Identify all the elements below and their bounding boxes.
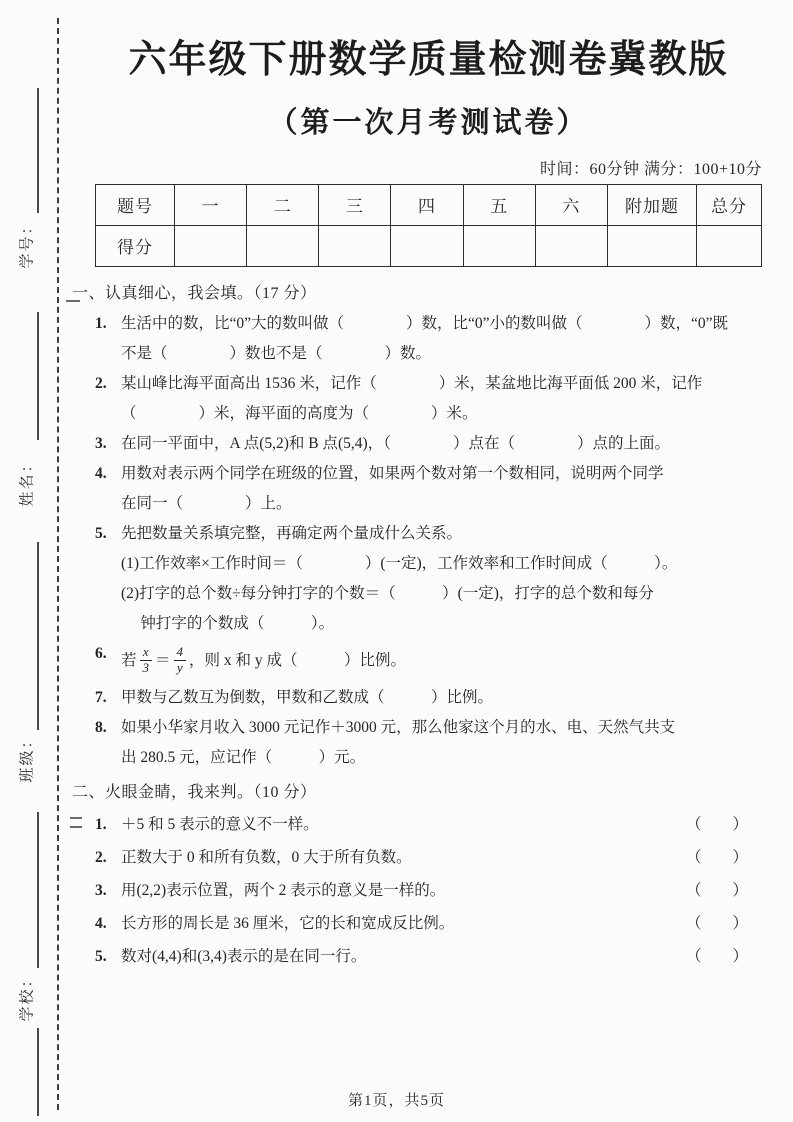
class-label: 班级： xyxy=(19,731,36,783)
score-cell-empty xyxy=(319,225,391,266)
score-table-header-cell: 六 xyxy=(535,184,607,225)
question-line: 不是（ ）数也不是（ ）数。 xyxy=(121,344,432,362)
question-line: 生活中的数，比“0”大的数叫做（ ）数，比“0”小的数叫做（ ）数，“0”既 xyxy=(121,314,729,332)
answer-blank: （ ） xyxy=(685,848,748,866)
question-line: （ ）米，海平面的高度为（ ）米。 xyxy=(121,404,478,422)
question-line xyxy=(121,940,762,973)
question xyxy=(95,429,762,459)
fraction xyxy=(174,645,187,676)
question-text xyxy=(121,808,762,841)
answer-blank: （ ） xyxy=(685,815,748,833)
question xyxy=(95,519,762,639)
score-cell-empty xyxy=(463,225,535,266)
question-number: 4. xyxy=(95,914,107,932)
student-name-label: 姓名： xyxy=(19,455,36,507)
question-text xyxy=(121,429,762,459)
fraction-denominator: y xyxy=(176,660,183,676)
score-table-header-cell: 题号 xyxy=(96,184,175,225)
answer-blank: （ ） xyxy=(685,881,748,899)
question xyxy=(95,907,762,940)
paper-subtitle: （第一次月考测试卷） xyxy=(268,106,589,139)
section-heading: 二、火眼金睛，我来判。（10 分） xyxy=(72,783,317,801)
question-line: 在同一（ ）上。 xyxy=(121,494,292,512)
score-cell-empty xyxy=(535,225,607,266)
statement-text: 长方形的周长是 36 厘米，它的长和宽成反比例。 xyxy=(121,914,455,932)
score-table-header-cell: 三 xyxy=(319,184,391,225)
page-number-footer: 第1页，共5页 xyxy=(347,1093,445,1109)
question-number: 5. xyxy=(95,947,107,965)
score-table-header-cell: 总分 xyxy=(697,184,762,225)
student-id-label: 学号： xyxy=(19,217,36,269)
answer-blank: （ ） xyxy=(685,947,748,965)
time-and-score-info: 时间：60分钟 满分：100+10分 xyxy=(539,160,762,178)
question-number: 2. xyxy=(95,374,107,392)
section-heading: 一、认真细心，我会填。（17 分） xyxy=(72,284,317,302)
question-line: 先把数量关系填完整，再确定两个量成什么关系。 xyxy=(121,524,463,542)
question xyxy=(95,309,762,369)
sections xyxy=(72,278,762,973)
question xyxy=(95,874,762,907)
question xyxy=(95,639,762,683)
school-label: 学校： xyxy=(19,970,36,1022)
fold-mark xyxy=(70,826,82,828)
score-table-header-cell: 五 xyxy=(463,184,535,225)
seal-fill-line xyxy=(37,812,39,968)
question-text xyxy=(121,519,762,639)
fraction-denominator: 3 xyxy=(142,660,150,676)
score-table-header-cell: 二 xyxy=(247,184,319,225)
question-line xyxy=(121,841,762,874)
score-table xyxy=(95,184,762,267)
score-table-grid xyxy=(95,184,762,267)
statement-text: ＋5 和 5 表示的意义不一样。 xyxy=(121,815,319,833)
question-line: (2)打字的总个数÷每分钟打字的个数＝（ ）(一定)，打字的总个数和每分 xyxy=(121,584,654,602)
score-cell-empty xyxy=(697,225,762,266)
answer-blank: （ ） xyxy=(685,914,748,932)
question xyxy=(95,683,762,713)
question-text xyxy=(121,940,762,973)
question-text xyxy=(121,841,762,874)
question-number: 1. xyxy=(95,815,107,833)
question-number: 1. xyxy=(95,314,107,332)
score-table-score-row xyxy=(96,225,762,266)
question-number: 3. xyxy=(95,434,107,452)
question-number: 8. xyxy=(95,718,107,736)
score-table-header-cell: 一 xyxy=(175,184,247,225)
section-2 xyxy=(72,777,762,973)
question xyxy=(95,841,762,874)
question xyxy=(95,808,762,841)
statement-text: 用(2,2)表示位置，两个 2 表示的意义是一样的。 xyxy=(121,881,446,899)
paper-title: 六年级下册数学质量检测卷冀教版 xyxy=(128,39,729,81)
question-line xyxy=(121,874,762,907)
question-text xyxy=(121,459,762,519)
score-table-header-cell: 附加题 xyxy=(608,184,697,225)
question-line: 若 $\frac{x}{3}$ ＝ $\frac{4}{y}$ ，则 x 和 y 成（ ）比例。 xyxy=(121,644,407,676)
question-number: 5. xyxy=(95,524,107,542)
statement-text: 数对(4,4)和(3,4)表示的是在同一行。 xyxy=(121,947,367,965)
question-number: 3. xyxy=(95,881,107,899)
score-cell-empty xyxy=(608,225,697,266)
fraction xyxy=(140,645,153,676)
question xyxy=(95,459,762,519)
question-line xyxy=(121,907,762,940)
question-number: 4. xyxy=(95,464,107,482)
question-text xyxy=(121,369,762,429)
seal-fill-line xyxy=(37,542,39,730)
seal-fill-line xyxy=(37,88,39,213)
question-line: 用数对表示两个同学在班级的位置，如果两个数对第一个数相同，说明两个同学 xyxy=(121,464,664,482)
score-row-label: 得分 xyxy=(96,225,175,266)
section-1 xyxy=(72,278,762,773)
fraction-numerator: x xyxy=(140,645,152,661)
question-line: 甲数与乙数互为倒数，甲数和乙数成（ ）比例。 xyxy=(121,688,494,706)
seal-dashed-line xyxy=(57,18,59,1110)
score-cell-empty xyxy=(247,225,319,266)
question-line: (1)工作效率×工作时间＝（ ）(一定)，工作效率和工作时间成（ ）。 xyxy=(121,554,678,572)
question-line xyxy=(121,808,762,841)
paper-content xyxy=(72,0,762,973)
statement-text: 正数大于 0 和所有负数，0 大于所有负数。 xyxy=(121,848,412,866)
score-table-header-row xyxy=(96,184,762,225)
question xyxy=(95,713,762,773)
score-cell-empty xyxy=(175,225,247,266)
question-number: 6. xyxy=(95,644,107,662)
score-table-header-cell: 四 xyxy=(391,184,463,225)
score-cell-empty xyxy=(391,225,463,266)
question-line: 出 280.5 元，应记作（ ）元。 xyxy=(121,748,366,766)
seal-fill-line xyxy=(37,312,39,440)
question-number: 2. xyxy=(95,848,107,866)
question-text xyxy=(121,907,762,940)
question xyxy=(95,940,762,973)
question-text xyxy=(121,309,762,369)
fold-mark xyxy=(70,817,82,819)
question-line: 如果小华家月收入 3000 元记作＋3000 元，那么他家这个月的水、电、天然气共支 xyxy=(121,718,676,736)
fraction-numerator: 4 xyxy=(174,645,187,661)
question-number: 7. xyxy=(95,688,107,706)
question-text xyxy=(121,639,762,683)
question-text xyxy=(121,683,762,713)
question-text xyxy=(121,874,762,907)
question-line: 在同一平面中，A 点(5,2)和 B 点(5,4)，（ ）点在（ ）点的上面。 xyxy=(121,434,670,452)
question-line: 某山峰比海平面高出 1536 米，记作（ ）米，某盆地比海平面低 200 米，记作 xyxy=(121,374,703,392)
question-line: 钟打字的个数成（ ）。 xyxy=(121,614,335,632)
question xyxy=(95,369,762,429)
question-text xyxy=(121,713,762,773)
